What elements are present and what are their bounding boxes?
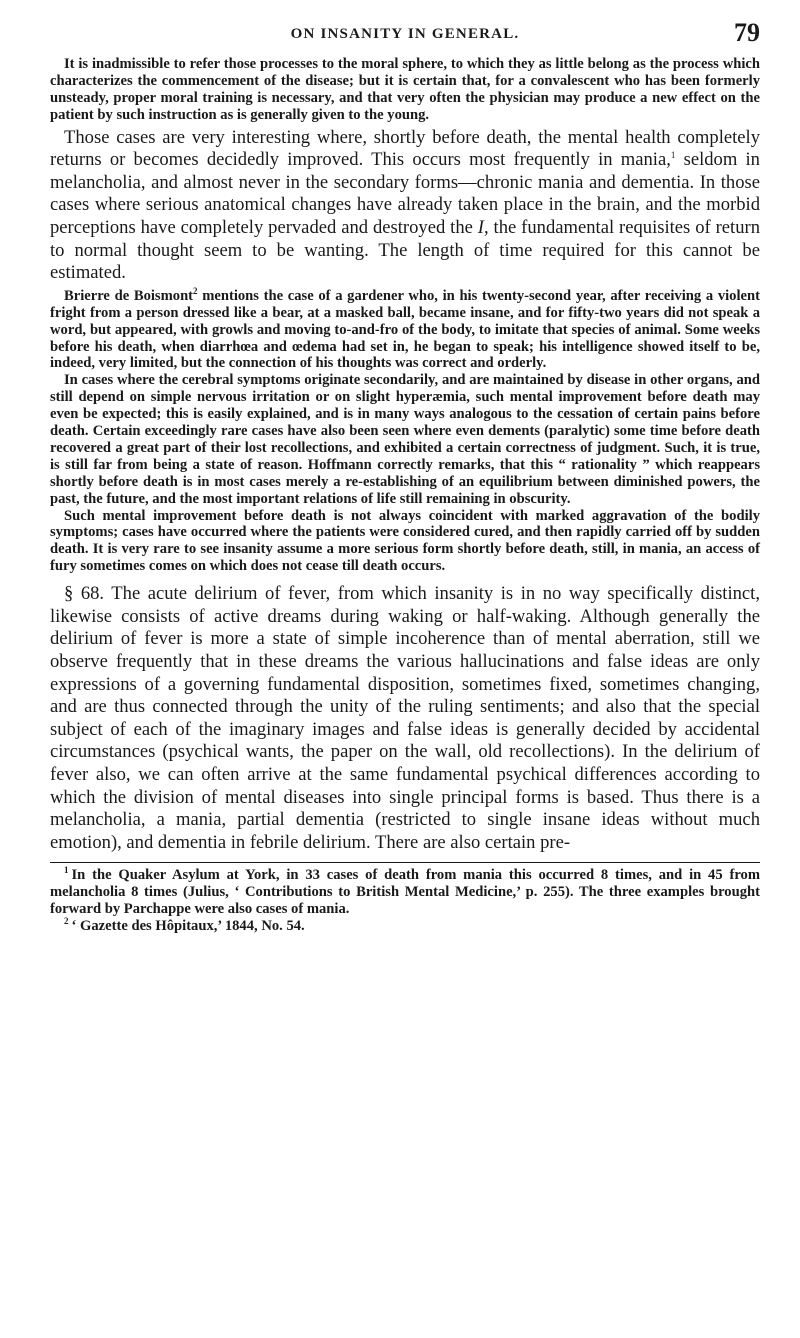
footnote-ref-2: 2: [193, 285, 198, 296]
running-head: ON INSANITY IN GENERAL.: [290, 26, 520, 42]
text-segment: mentions the case of a gardener who, in his twenty-second year, after receiving a violent fright from a person dressed like a bear, at a masked ball, became insane, and for fifty-two years did not speak a word, but appeared, with growls and moving to-and-fro of the body, to imitate that species of animal. Some weeks before his death, when diarrhœa and œdema had set in, he began to speak; his intelligence showed itself to be, indeed, very limited, but the connection of his thoughts was correct and orderly.: [50, 287, 760, 372]
paragraph-mental-health-before-death: [50, 127, 760, 285]
text-segment: Brierre de Boismont: [64, 287, 194, 304]
book-page: [50, 18, 760, 935]
text-segment: , the fundamental requisites of return to normal thought seem to be wanting. The length of time required for this cannot be estimated.: [50, 217, 760, 284]
paragraph-gardener-case: [50, 285, 760, 373]
italic-i: I: [477, 217, 484, 238]
footnote-text-2: ‘ Gazette des Hôpitaux,’ 1844, No. 54.: [71, 918, 305, 935]
footnote-text-1: In the Quaker Asylum at York, in 33 cases of death from mania this occurred 8 times, and in 45 from melancholia 8 times (Julius, ‘ Contributions to British Mental Medicine,’ p. 255). The three examples brought forward by Parchappe were also cases of mania.: [50, 867, 760, 918]
footnote-ref-1: 1: [670, 150, 676, 161]
footnote-1: [50, 867, 760, 918]
footnote-mark-2: 2: [64, 916, 69, 927]
paragraph-moral-training: It is inadmissible to refer those processes to the moral sphere, to which they as little belong as the process which characterizes the commencement of the disease; but it is certain that, for a convalescent who has been formerly unsteady, proper moral training is necessary, and that very often the physician may produce a new effect on the patient by such instruction as is generally given to the young.: [50, 56, 760, 123]
paragraph-secondary-cerebral-symptoms: In cases where the cerebral symptoms originate secondarily, and are maintained by disease in other organs, and still depend on simple nervous irritation or on slight hyperæmia, such mental improvement before death may even be expected; this is easily explained, and is in many ways analogous to the cessation of certain pains before death. Certain exceedingly rare cases have also been seen where even dements (paralytic) some time before death recovered a great part of their lost recollections, and exhibited a certain correctness of judgment. Such, it is true, is still far from being a state of reason. Hoffmann correctly remarks, that this “ rationality ” which reappears shortly before death is in most cases merely a re-establishing of an equilibrium between diminished powers, the past, the future, and the most important relations of life still remaining in obscurity.: [50, 372, 760, 507]
paragraph-improvement-not-coincident: Such mental improvement before death is not always coincident with marked aggravation of the bodily symptoms; cases have occurred where the patients were considered cured, and then rapidly carried off by sudden death. It is very rare to see insanity assume a more serious form shortly before death, still, in mania, an access of fury sometimes comes on which does not cease till death occurs.: [50, 507, 760, 575]
footnote-2: [50, 918, 760, 935]
footnote-rule: [50, 862, 760, 863]
page-header: [50, 18, 760, 56]
page-number: 79: [734, 18, 760, 47]
text-segment: Those cases are very interesting where, shortly before death, the mental health completely returns or becomes decidedly improved. This occurs most frequently in mania,: [50, 126, 760, 171]
text-segment: seldom in melancholia, and almost never in the secondary forms—chronic mania and dementia. In those cases where serious anatomical changes have already taken place in the brain, and the morbid perceptions have completely pervaded and destroyed the: [50, 149, 760, 238]
footnote-mark-1: 1: [64, 865, 69, 876]
section-68-paragraph: § 68. The acute delirium of fever, from which insanity is in no way specifically distinct, likewise consists of active dreams during waking or half-waking. Although generally the delirium of fever is more a state of simple incoherence than of mental aberration, still we observe frequently that in these dreams the various hallucinations and false ideas are only expressions of a governing fundamental disposition, sometimes fixed, sometimes changing, and are thus connected through the unity of the ruling sentiments; and also that the special subject of each of the imaginary images and false ideas is generally decided by accidental circumstances (psychical wants, the paper on the wall, old recollections). In the delirium of fever also, we can often arrive at the same fundamental psychical differences according to which the division of mental diseases into single principal forms is based. Thus there is a melancholia, a mania, partial dementia (restricted to single insane ideas without much emotion), and dementia in febrile delirium. There are also certain pre-: [50, 583, 760, 853]
